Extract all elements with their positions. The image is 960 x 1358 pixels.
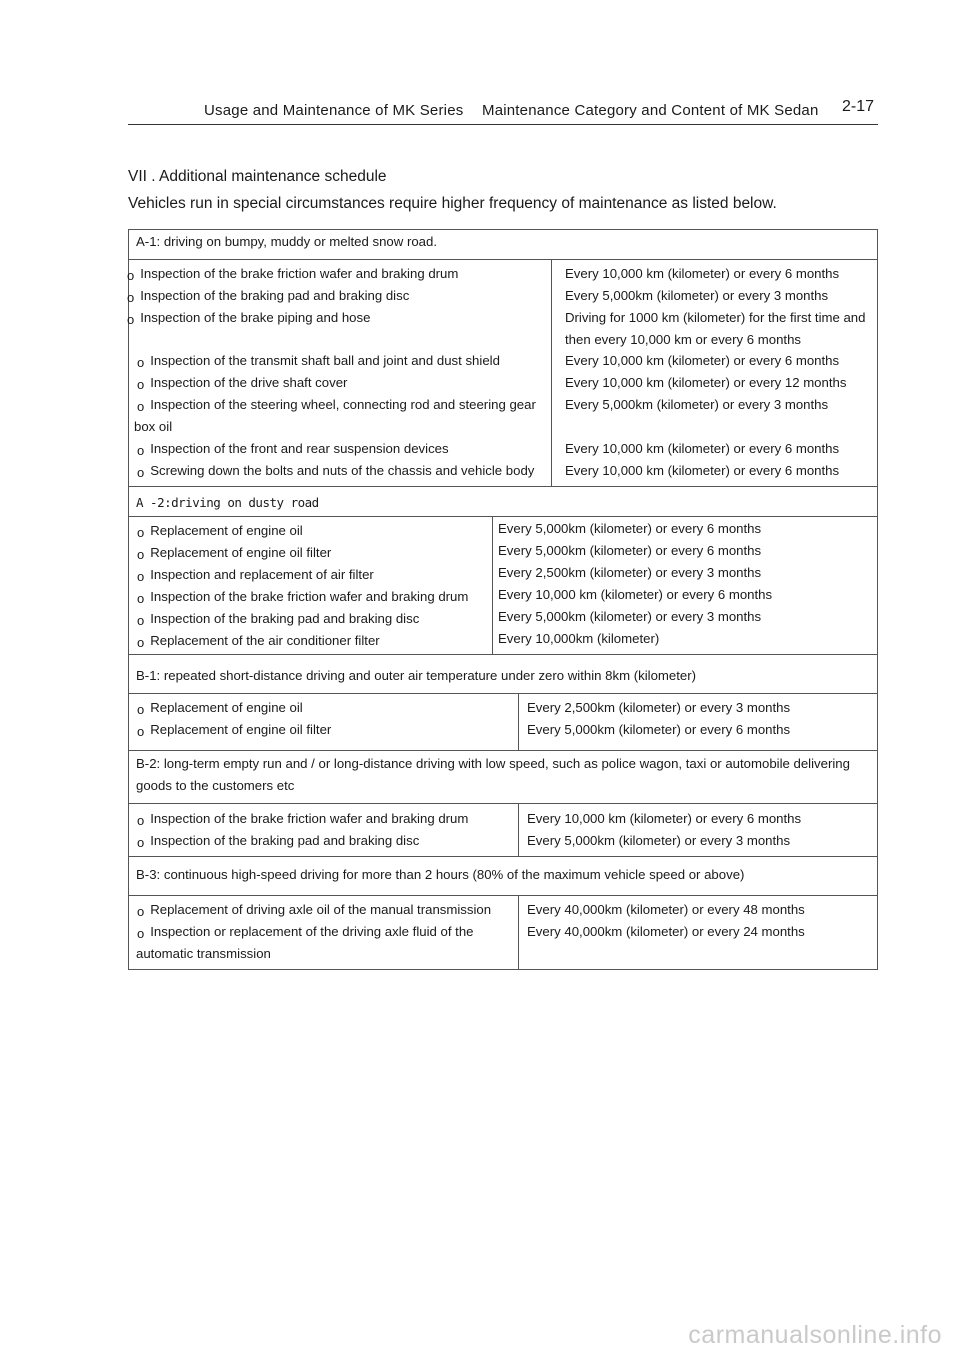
b2-item-text: Inspection of the brake friction wafer and braking drum xyxy=(150,811,469,826)
bullet-marker: o xyxy=(127,312,135,327)
a2-item-text: Replacement of the air conditioner filter xyxy=(150,633,380,648)
a2-item-text: Inspection of the braking pad and braking disc xyxy=(150,611,420,626)
b2-heading: B-2: long-term empty run and / or long-distance driving with low speed, such as police wagon, taxi or automobile delivering xyxy=(136,756,850,771)
a2-item xyxy=(137,608,419,630)
b1-item xyxy=(137,697,303,719)
a2-item xyxy=(137,520,303,542)
a1-interval: Every 10,000 km (kilometer) or every 12 months xyxy=(565,375,847,390)
a1-heading: A-1: driving on bumpy, muddy or melted snow road. xyxy=(136,234,438,249)
section-intro: Vehicles run in special circumstances require higher frequency of maintenance as listed below. xyxy=(128,195,777,212)
b3-item xyxy=(137,899,491,921)
bullet-marker: o xyxy=(137,399,145,414)
a1-interval: Every 10,000 km (kilometer) or every 6 months xyxy=(565,441,840,456)
a1-item-text: Inspection of the steering wheel, connecting rod and steering gear xyxy=(150,397,536,412)
maintenance-schedule-table xyxy=(128,229,878,970)
b1-interval: Every 5,000km (kilometer) or every 6 months xyxy=(527,722,791,737)
a1-item xyxy=(137,350,500,372)
a2-interval: Every 5,000km (kilometer) or every 6 months xyxy=(498,521,762,536)
table-rule xyxy=(129,750,877,751)
table-rule xyxy=(129,856,877,857)
a2-item xyxy=(137,542,331,564)
table-rule xyxy=(129,895,877,896)
header-left-title: Usage and Maintenance of MK Series xyxy=(204,102,464,119)
b2-item xyxy=(137,808,468,830)
table-rule xyxy=(129,516,877,517)
a2-interval: Every 5,000km (kilometer) or every 3 months xyxy=(498,609,762,624)
a1-item-text: Inspection of the brake piping and hose xyxy=(140,310,371,325)
a2-item-text: Inspection and replacement of air filter xyxy=(150,567,374,582)
bullet-marker: o xyxy=(137,613,145,628)
a1-item-text: Inspection of the braking pad and braking disc xyxy=(140,288,410,303)
a1-item-text: Inspection of the transmit shaft ball and joint and dust shield xyxy=(150,353,500,368)
column-divider xyxy=(551,259,552,486)
a1-item xyxy=(137,372,347,394)
a2-item-text: Inspection of the brake friction wafer and braking drum xyxy=(150,589,469,604)
a1-item xyxy=(137,438,449,460)
b2-heading-continuation: goods to the customers etc xyxy=(136,778,295,793)
bullet-marker: o xyxy=(137,355,145,370)
b1-interval: Every 2,500km (kilometer) or every 3 months xyxy=(527,700,791,715)
bullet-marker: o xyxy=(137,904,145,919)
a1-item-text: Inspection of the drive shaft cover xyxy=(150,375,348,390)
a2-heading: A -2:driving on dusty road xyxy=(136,495,319,510)
bullet-marker: o xyxy=(127,268,135,283)
bullet-marker: o xyxy=(127,290,135,305)
b2-interval: Every 5,000km (kilometer) or every 3 months xyxy=(527,833,791,848)
a2-item xyxy=(137,630,380,652)
bullet-marker: o xyxy=(137,926,145,941)
b1-item-text: Replacement of engine oil xyxy=(150,700,303,715)
b1-heading: B-1: repeated short-distance driving and outer air temperature under zero within 8km (kilometer) xyxy=(136,668,696,683)
a1-item xyxy=(127,263,458,285)
a2-interval: Every 10,000 km (kilometer) or every 6 months xyxy=(498,587,773,602)
a1-item-text: Screwing down the bolts and nuts of the chassis and vehicle body xyxy=(150,463,535,478)
table-rule xyxy=(129,486,877,487)
b3-item xyxy=(137,921,474,943)
bullet-marker: o xyxy=(137,813,145,828)
a1-interval: Every 10,000 km (kilometer) or every 6 months xyxy=(565,463,840,478)
a1-interval: Driving for 1000 km (kilometer) for the first time and xyxy=(565,310,866,325)
a2-item-text: Replacement of engine oil filter xyxy=(150,545,332,560)
column-divider xyxy=(492,516,493,654)
b3-item-text: Inspection or replacement of the driving axle fluid of the xyxy=(150,924,474,939)
a2-interval: Every 10,000km (kilometer) xyxy=(498,631,660,646)
bullet-marker: o xyxy=(137,547,145,562)
column-divider xyxy=(518,693,519,750)
b3-heading: B-3: continuous high-speed driving for more than 2 hours (80% of the maximum vehicle speed or above) xyxy=(136,867,745,882)
table-rule xyxy=(129,693,877,694)
bullet-marker: o xyxy=(137,835,145,850)
a1-interval: Every 10,000 km (kilometer) or every 6 months xyxy=(565,266,840,281)
bullet-marker: o xyxy=(137,465,145,480)
a1-item xyxy=(137,394,536,416)
watermark: carmanualsonline.info xyxy=(688,1321,942,1349)
bullet-marker: o xyxy=(137,724,145,739)
a1-item-text: Inspection of the front and rear suspension devices xyxy=(150,441,449,456)
a1-item-continuation: box oil xyxy=(134,419,173,434)
b3-item-continuation: automatic transmission xyxy=(136,946,271,961)
a1-interval: Every 5,000km (kilometer) or every 3 months xyxy=(565,397,829,412)
bullet-marker: o xyxy=(137,525,145,540)
a1-interval: then every 10,000 km or every 6 months xyxy=(565,332,802,347)
b3-interval: Every 40,000km (kilometer) or every 48 months xyxy=(527,902,805,917)
a2-item-text: Replacement of engine oil xyxy=(150,523,303,538)
a1-interval: Every 10,000 km (kilometer) or every 6 months xyxy=(565,353,840,368)
bullet-marker: o xyxy=(137,591,145,606)
bullet-marker: o xyxy=(137,635,145,650)
header-right-title: Maintenance Category and Content of MK Sedan xyxy=(482,102,819,119)
a2-item xyxy=(137,564,374,586)
a2-interval: Every 5,000km (kilometer) or every 6 months xyxy=(498,543,762,558)
bullet-marker: o xyxy=(137,702,145,717)
b3-item-text: Replacement of driving axle oil of the manual transmission xyxy=(150,902,492,917)
a1-item xyxy=(137,460,534,482)
page-number: 2-17 xyxy=(842,98,875,115)
b2-item xyxy=(137,830,419,852)
column-divider xyxy=(518,803,519,856)
bullet-marker: o xyxy=(137,569,145,584)
a1-item-text: Inspection of the brake friction wafer and braking drum xyxy=(140,266,459,281)
a2-interval: Every 2,500km (kilometer) or every 3 months xyxy=(498,565,762,580)
a1-item xyxy=(127,285,409,307)
header-rule xyxy=(128,124,878,125)
table-rule xyxy=(129,803,877,804)
bullet-marker: o xyxy=(137,377,145,392)
table-rule xyxy=(129,259,877,260)
table-rule xyxy=(129,654,877,655)
a1-item xyxy=(127,307,370,329)
column-divider xyxy=(518,895,519,970)
b2-interval: Every 10,000 km (kilometer) or every 6 months xyxy=(527,811,802,826)
a2-item xyxy=(137,586,468,608)
bullet-marker: o xyxy=(137,443,145,458)
b1-item-text: Replacement of engine oil filter xyxy=(150,722,332,737)
b2-item-text: Inspection of the braking pad and braking disc xyxy=(150,833,420,848)
b1-item xyxy=(137,719,331,741)
section-title: VII . Additional maintenance schedule xyxy=(128,168,387,185)
b3-interval: Every 40,000km (kilometer) or every 24 months xyxy=(527,924,805,939)
a1-interval: Every 5,000km (kilometer) or every 3 months xyxy=(565,288,829,303)
